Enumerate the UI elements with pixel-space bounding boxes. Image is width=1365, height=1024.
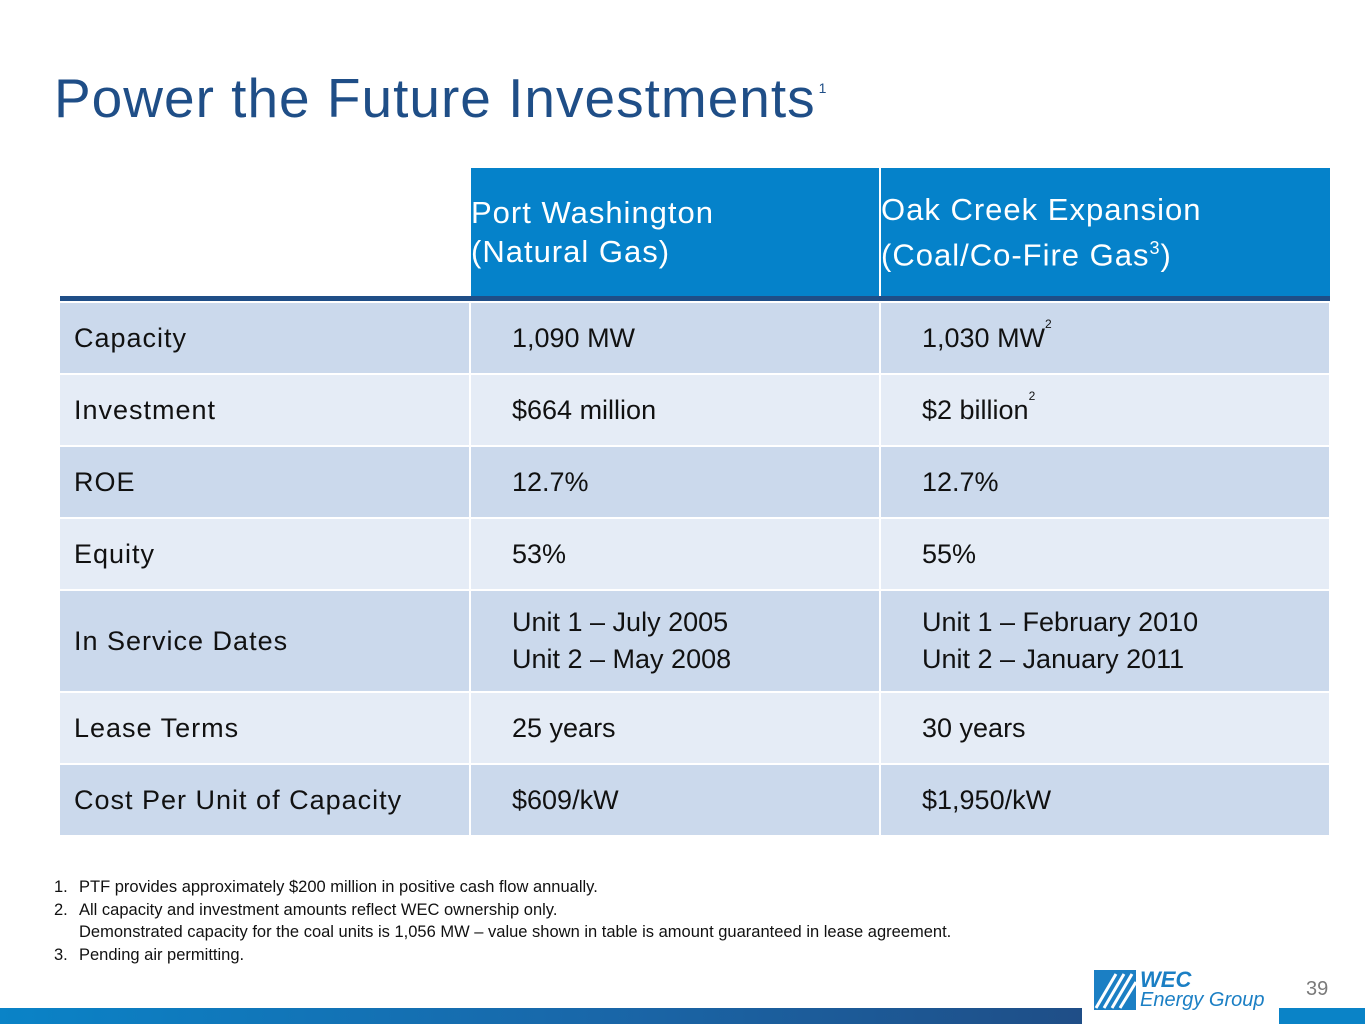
row-label: In Service Dates xyxy=(60,590,470,692)
footnote-number: 1. xyxy=(54,878,68,896)
table-row xyxy=(60,374,1330,446)
header-col1-line1: Port Washington xyxy=(471,195,715,230)
wec-logo xyxy=(1094,967,1265,1018)
bottom-accent-bar-right xyxy=(1279,1008,1365,1024)
header-col2-footnote: 3 xyxy=(1149,237,1161,258)
row-col2-footnote: 2 xyxy=(1045,316,1052,331)
row-col1: 25 years xyxy=(470,692,880,764)
page-number: 39 xyxy=(1306,978,1329,1000)
row-col1: 1,090 MW xyxy=(470,302,880,374)
footnote-text: PTF provides approximately $200 million in positive cash flow annually. xyxy=(79,878,598,896)
title-footnote-marker: 1 xyxy=(818,80,828,96)
row-col2-value: 1,030 MW xyxy=(922,322,1046,353)
row-col1: 53% xyxy=(470,518,880,590)
investments-table xyxy=(60,168,1331,835)
footnotes xyxy=(54,876,951,966)
row-label: ROE xyxy=(60,446,470,518)
footnote xyxy=(54,944,951,967)
wec-logo-mark-icon xyxy=(1094,970,1136,1010)
header-blank-cell xyxy=(60,168,470,296)
bottom-accent-bar xyxy=(0,1008,1082,1024)
row-col1-line1: Unit 1 – July 2005 xyxy=(512,607,729,637)
table-row xyxy=(60,302,1330,374)
row-label: Equity xyxy=(60,518,470,590)
footnote-text: All capacity and investment amounts reflect WEC ownership only. xyxy=(79,900,558,919)
footnote-number: 2. xyxy=(54,900,68,919)
row-label: Lease Terms xyxy=(60,692,470,764)
table-row xyxy=(60,590,1330,692)
row-col2 xyxy=(880,374,1330,446)
table-row xyxy=(60,692,1330,764)
row-col2-footnote: 2 xyxy=(1028,388,1036,403)
row-label: Investment xyxy=(60,374,470,446)
logo-line2: Energy Group xyxy=(1140,989,1265,1011)
row-col2 xyxy=(880,590,1330,692)
row-col1 xyxy=(470,590,880,692)
footnote-continuation xyxy=(54,921,951,944)
header-port-washington xyxy=(470,168,880,296)
row-col1: $609/kW xyxy=(470,764,880,835)
row-col1: $664 million xyxy=(470,374,880,446)
footnote-number: 3. xyxy=(54,945,68,964)
row-col2 xyxy=(880,302,1330,374)
table-header-row xyxy=(60,168,1330,296)
wec-logo-text xyxy=(1140,967,1265,1011)
row-col2-value: $2 billion xyxy=(922,394,1029,425)
row-col2: 12.7% xyxy=(880,446,1330,518)
row-col2-line2: Unit 2 – January 2011 xyxy=(922,644,1185,674)
header-col2-line2-tail: ) xyxy=(1160,237,1172,273)
row-col2: 30 years xyxy=(880,692,1330,764)
header-col2-line1: Oak Creek Expansion xyxy=(881,191,1202,227)
header-col2-line2: (Coal/Co-Fire Gas xyxy=(881,237,1150,273)
row-col1-line2: Unit 2 – May 2008 xyxy=(512,644,732,674)
table-row xyxy=(60,764,1330,835)
page-title xyxy=(54,66,827,130)
header-oak-creek xyxy=(880,168,1330,296)
row-col2-line1: Unit 1 – February 2010 xyxy=(922,607,1199,637)
row-label: Capacity xyxy=(60,302,470,374)
table-row xyxy=(60,518,1330,590)
table-row xyxy=(60,446,1330,518)
row-label: Cost Per Unit of Capacity xyxy=(60,764,470,835)
footnote xyxy=(54,876,951,899)
row-col2: $1,950/kW xyxy=(880,764,1330,835)
footnote-text: Pending air permitting. xyxy=(79,945,245,964)
footnote-text: Demonstrated capacity for the coal units is 1,056 MW – value shown in table is amount guaranteed in lease agreement. xyxy=(79,923,952,941)
logo-line1: WEC xyxy=(1140,967,1192,992)
header-col1-line2: (Natural Gas) xyxy=(471,234,671,269)
footnote xyxy=(54,899,951,922)
title-text: Power the Future Investments xyxy=(54,67,816,129)
row-col2: 55% xyxy=(880,518,1330,590)
row-col1: 12.7% xyxy=(470,446,880,518)
